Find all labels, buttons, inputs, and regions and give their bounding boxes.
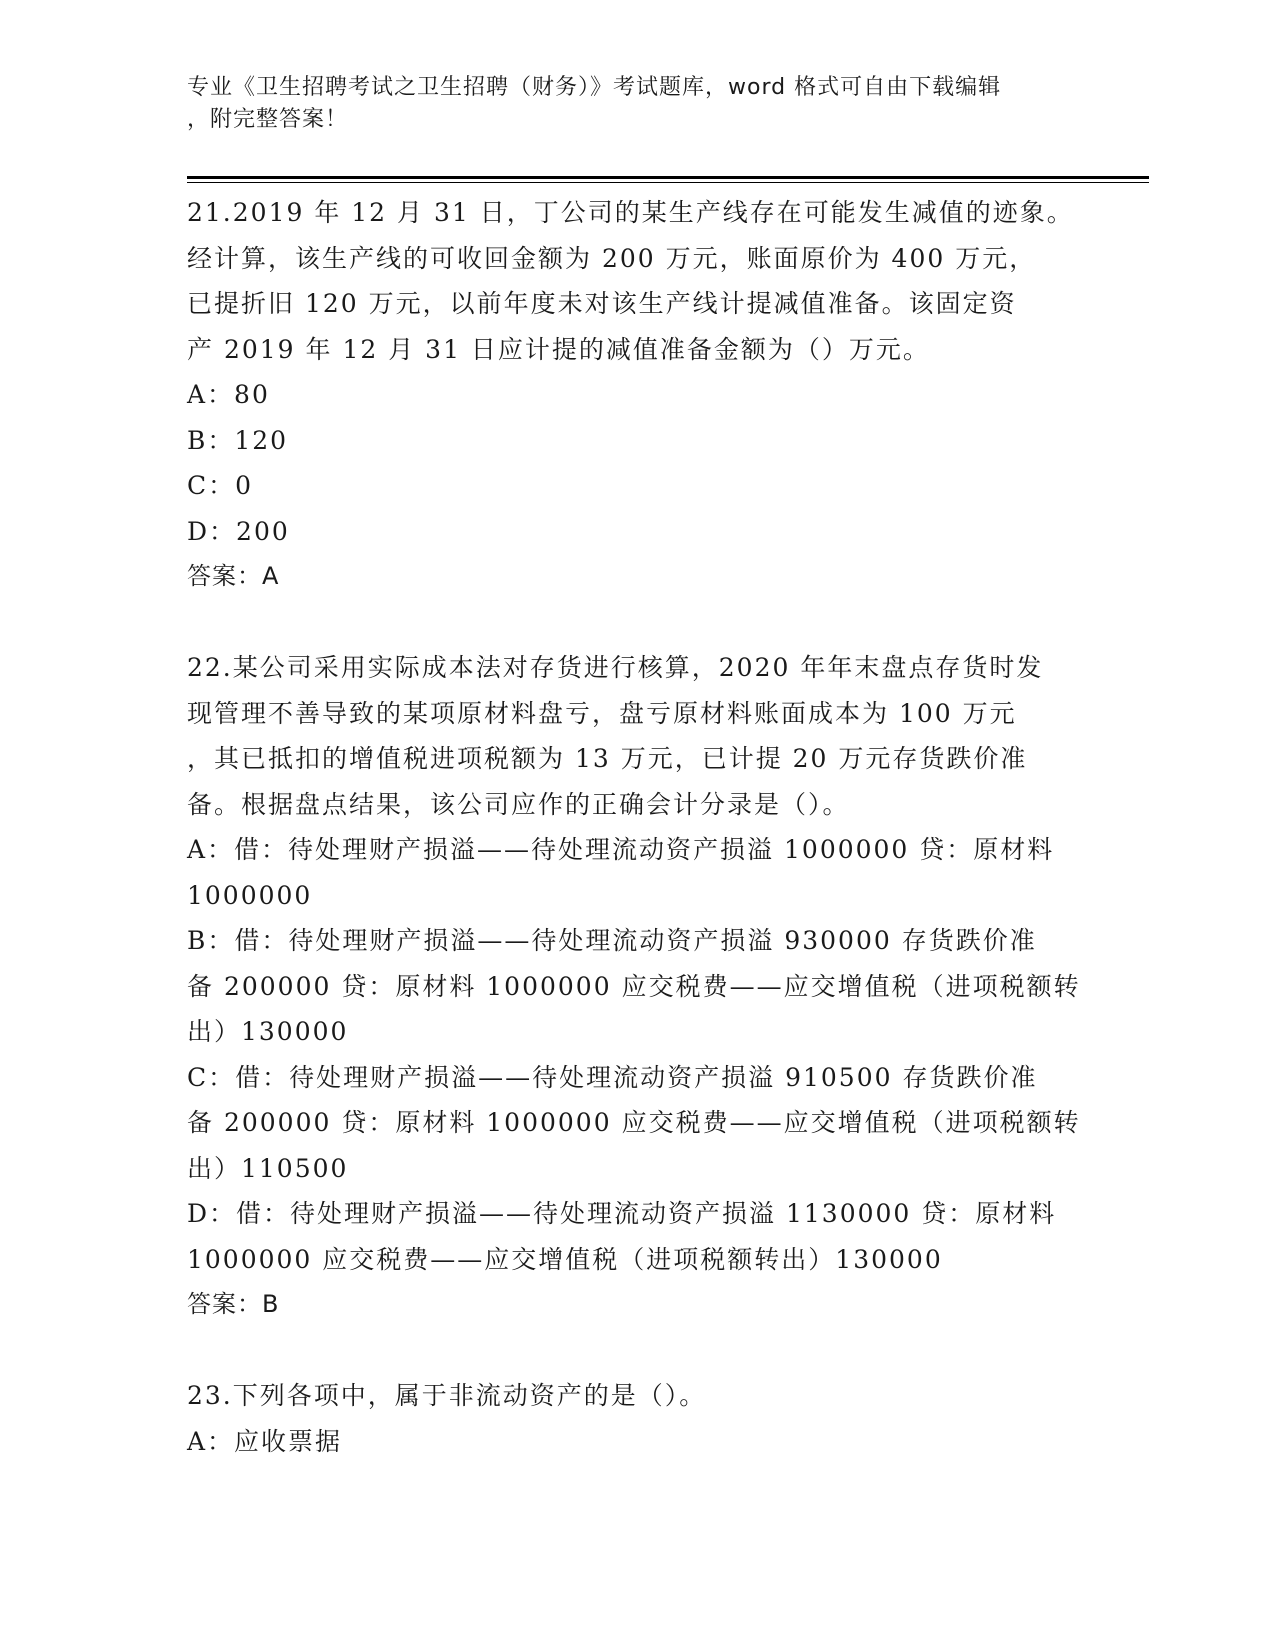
option-d-continued: 1000000 应交税费——应交增值税（进项税额转出）130000 xyxy=(187,1244,943,1274)
question-stem-line: 产 2019 年 12 月 31 日应计提的减值准备金额为（）万元。 xyxy=(187,334,930,364)
document-header xyxy=(187,72,1067,136)
option-c: C：0 xyxy=(187,471,254,500)
option-b-continued: 出）130000 xyxy=(187,1017,349,1046)
option-a: A：80 xyxy=(187,380,270,409)
option-a-continued: 1000000 xyxy=(187,880,313,910)
question-stem-line: 21.2019 年 12 月 31 日，丁公司的某生产线存在可能发生减值的迹象。 xyxy=(187,198,1074,227)
question-23 xyxy=(187,1373,1087,1464)
option-c: C：借：待处理财产损溢——待处理流动资产损溢 910500 存货跌价准 xyxy=(187,1062,1038,1092)
question-spacer xyxy=(187,600,1087,646)
option-a: A：借：待处理财产损溢——待处理流动资产损溢 1000000 贷：原材料 xyxy=(187,835,1055,864)
header-line-1: 专业《卫生招聘考试之卫生招聘（财务）》考试题库，word 格式可自由下载编辑 xyxy=(187,75,1002,100)
answer-label: 答案：A xyxy=(187,562,280,590)
option-a: A：应收票据 xyxy=(187,1426,343,1456)
question-stem-line: 现管理不善导致的某项原材料盘亏，盘亏原材料账面成本为 100 万元 xyxy=(187,698,1017,728)
option-d: D：借：待处理财产损溢——待处理流动资产损溢 1130000 贷：原材料 xyxy=(187,1199,1057,1228)
question-stem-line: 经计算，该生产线的可收回金额为 200 万元，账面原价为 400 万元， xyxy=(187,243,1037,273)
answer-label: 答案：B xyxy=(187,1290,280,1318)
question-spacer xyxy=(187,1328,1087,1374)
option-c-continued: 备 200000 贷：原材料 1000000 应交税费——应交增值税（进项税额转 xyxy=(187,1108,1081,1137)
question-list xyxy=(187,190,1087,1464)
option-b: B：借：待处理财产损溢——待处理流动资产损溢 930000 存货跌价准 xyxy=(187,926,1037,955)
option-b-continued: 备 200000 贷：原材料 1000000 应交税费——应交增值税（进项税额转 xyxy=(187,971,1081,1001)
header-line-2: ，附完整答案！ xyxy=(187,107,349,132)
question-21 xyxy=(187,190,1087,600)
question-stem-line: 23.下列各项中，属于非流动资产的是（）。 xyxy=(187,1381,707,1410)
option-b: B：120 xyxy=(187,425,289,455)
question-stem-line: 22.某公司采用实际成本法对存货进行核算，2020 年年末盘点存货时发 xyxy=(187,653,1044,682)
option-c-continued: 出）110500 xyxy=(187,1153,349,1183)
question-22 xyxy=(187,645,1087,1328)
header-rule-thick xyxy=(187,176,1149,179)
header-rule-thin xyxy=(187,182,1149,183)
question-stem-line: 备。根据盘点结果，该公司应作的正确会计分录是（）。 xyxy=(187,789,850,819)
option-d: D：200 xyxy=(187,516,290,546)
question-stem-line: 已提折旧 120 万元，以前年度未对该生产线计提减值准备。该固定资 xyxy=(187,289,1017,318)
question-stem-line: ，其已抵扣的增值税进项税额为 13 万元，已计提 20 万元存货跌价准 xyxy=(187,744,1028,773)
